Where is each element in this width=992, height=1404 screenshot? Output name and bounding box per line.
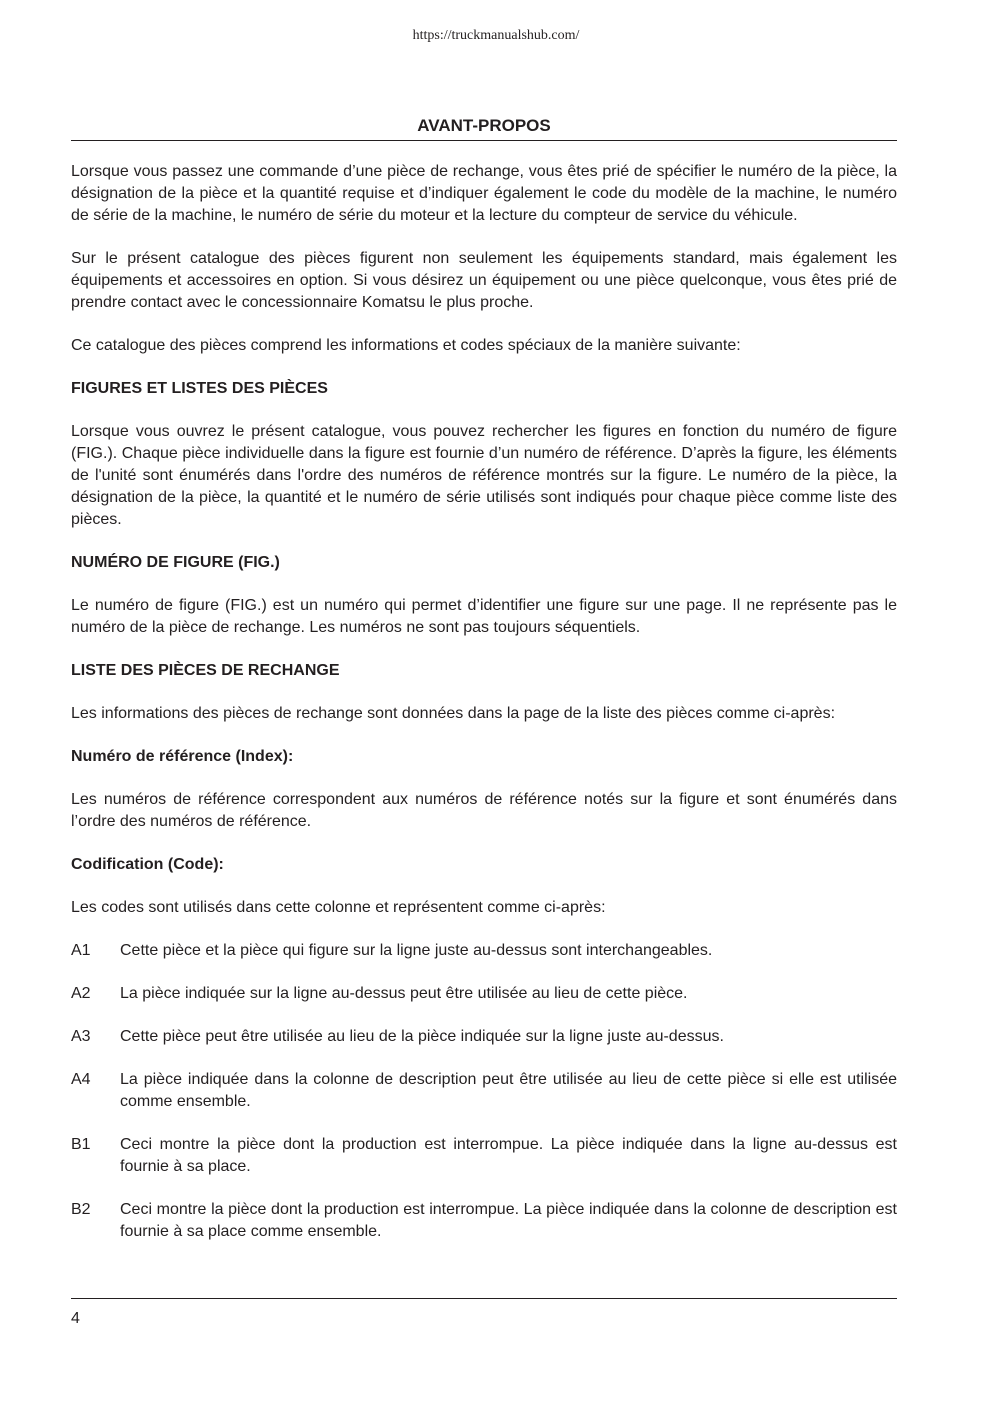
paragraph-parts-list: Les informations des pièces de rechange sont données dans la page de la liste des pièces comme ci-après: bbox=[71, 705, 836, 722]
page-content bbox=[71, 115, 897, 1264]
intro-paragraph-2: Sur le présent catalogue des pièces figurent non seulement les équipements standard, mais également les équipements et accessoires en option. Si vous désirez un équipement ou une pièce quelconque, vous êtes prié de prendre contact avec le concessionnaire Komatsu le plus proche. bbox=[71, 250, 897, 311]
heading-fig-number: NUMÉRO DE FIGURE (FIG.) bbox=[71, 554, 280, 571]
code-item-a3 bbox=[71, 1026, 897, 1048]
intro-paragraph-1: Lorsque vous passez une commande d’une pièce de rechange, vous êtes prié de spécifier le numéro de la pièce, la désignation de la pièce et la quantité requise et d’indiquer également le code du modèle de la machine, le numéro de série de la machine, le numéro de série du moteur et la lecture du compteur de service du véhicule. bbox=[71, 163, 897, 224]
code-label: A2 bbox=[71, 985, 91, 1002]
source-url: https://truckmanualshub.com/ bbox=[412, 28, 580, 43]
code-list bbox=[71, 940, 897, 1243]
code-item-b1 bbox=[71, 1134, 897, 1178]
code-label: B2 bbox=[71, 1201, 91, 1218]
heading-parts-list: LISTE DES PIÈCES DE RECHANGE bbox=[71, 662, 340, 679]
page-number: 4 bbox=[71, 1310, 80, 1327]
code-label: A3 bbox=[71, 1028, 91, 1045]
code-description: Ceci montre la pièce dont la production est interrompue. La pièce indiquée dans la colonne de description est fournie à sa place comme ensemble. bbox=[120, 1201, 897, 1240]
code-label: A1 bbox=[71, 942, 91, 959]
code-description: Ceci montre la pièce dont la production est interrompue. La pièce indiquée dans la ligne au-dessus est fournie à sa place. bbox=[120, 1136, 897, 1175]
code-description: La pièce indiquée sur la ligne au-dessus peut être utilisée au lieu de cette pièce. bbox=[120, 985, 688, 1002]
code-description: Cette pièce peut être utilisée au lieu de la pièce indiquée sur la ligne juste au-dessus. bbox=[120, 1028, 724, 1045]
footer-divider bbox=[71, 1298, 897, 1299]
code-label: B1 bbox=[71, 1136, 91, 1153]
heading-index: Numéro de référence (Index): bbox=[71, 748, 294, 765]
heading-figures: FIGURES ET LISTES DES PIÈCES bbox=[71, 380, 328, 397]
paragraph-fig-number: Le numéro de figure (FIG.) est un numéro qui permet d’identifier une figure sur une page. Il ne représente pas le numéro de la pièce de rechange. Les numéros ne sont pas toujours séquentiels. bbox=[71, 597, 897, 636]
page-title: AVANT-PROPOS bbox=[71, 115, 897, 141]
code-item-a4 bbox=[71, 1069, 897, 1113]
heading-code: Codification (Code): bbox=[71, 856, 224, 873]
code-item-a1 bbox=[71, 940, 897, 962]
intro-paragraph-3: Ce catalogue des pièces comprend les informations et codes spéciaux de la manière suivante: bbox=[71, 337, 741, 354]
code-item-a2 bbox=[71, 983, 897, 1005]
paragraph-code: Les codes sont utilisés dans cette colonne et représentent comme ci-après: bbox=[71, 899, 606, 916]
code-description: La pièce indiquée dans la colonne de description peut être utilisée au lieu de cette pièce si elle est utilisée comme ensemble. bbox=[120, 1071, 897, 1110]
code-item-b2 bbox=[71, 1199, 897, 1243]
code-label: A4 bbox=[71, 1071, 91, 1088]
code-description: Cette pièce et la pièce qui figure sur la ligne juste au-dessus sont interchangeables. bbox=[120, 942, 713, 959]
paragraph-figures: Lorsque vous ouvrez le présent catalogue, vous pouvez rechercher les figures en fonction du numéro de figure (FIG.). Chaque pièce individuelle dans la figure est fournie d’un numéro de référence. D’après la figure, les éléments de l'unité sont énumérés dans l'ordre des numéros de référence montrés sur la figure. Le numéro de la pièce, la désignation de la pièce, la quantité et le numéro de série utilisés sont indiqués pour chaque pièce comme liste des pièces. bbox=[71, 423, 897, 528]
paragraph-index: Les numéros de référence correspondent aux numéros de référence notés sur la figure et sont énumérés dans l’ordre des numéros de référence. bbox=[71, 791, 897, 830]
